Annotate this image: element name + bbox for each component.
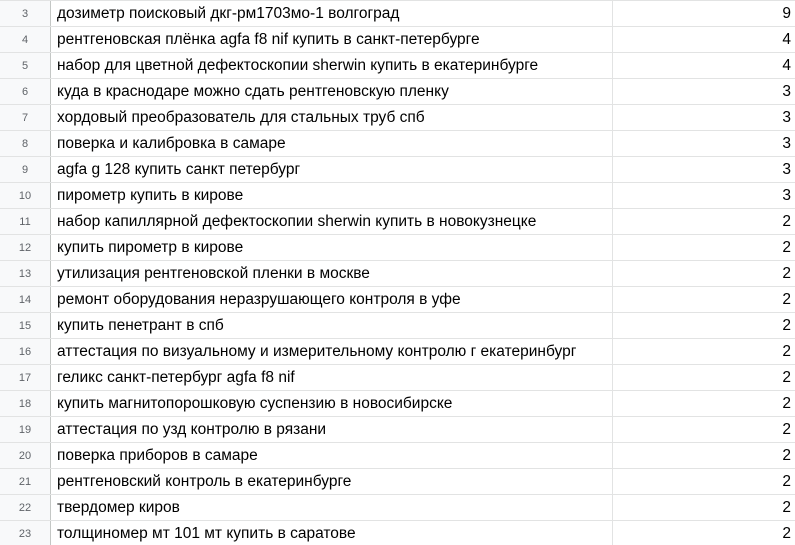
table-row (0, 157, 795, 183)
count-cell[interactable]: 2 (782, 524, 791, 542)
count-cell[interactable]: 2 (782, 264, 791, 282)
count-cell[interactable]: 2 (782, 394, 791, 412)
count-cell[interactable]: 2 (782, 316, 791, 334)
query-cell[interactable]: аттестация по узд контролю в рязани (51, 417, 613, 442)
query-cell[interactable]: купить магнитопорошковую суспензию в новосибирске (51, 391, 613, 416)
table-row (0, 495, 795, 521)
row-header[interactable]: 23 (0, 521, 51, 545)
query-cell[interactable]: поверка и калибровка в самаре (51, 131, 613, 156)
row-header[interactable]: 14 (0, 287, 51, 312)
table-row (0, 235, 795, 261)
table-row (0, 53, 795, 79)
count-cell[interactable]: 3 (782, 134, 791, 152)
row-header[interactable]: 16 (0, 339, 51, 364)
query-cell[interactable]: набор капиллярной дефектоскопии sherwin купить в новокузнецке (51, 209, 613, 234)
table-row (0, 365, 795, 391)
table-row (0, 209, 795, 235)
count-cell[interactable]: 9 (782, 4, 791, 22)
row-header[interactable]: 6 (0, 79, 51, 104)
query-cell[interactable]: дозиметр поисковый дкг-рм1703мо-1 волгоград (51, 1, 613, 26)
row-header[interactable]: 17 (0, 365, 51, 390)
count-cell[interactable]: 3 (782, 82, 791, 100)
count-cell[interactable]: 2 (782, 212, 791, 230)
count-cell[interactable]: 4 (782, 56, 791, 74)
table-row (0, 105, 795, 131)
count-cell[interactable]: 4 (782, 30, 791, 48)
table-row (0, 391, 795, 417)
table-row (0, 1, 795, 27)
count-cell[interactable]: 2 (782, 498, 791, 516)
table-row (0, 261, 795, 287)
query-cell[interactable]: аттестация по визуальному и измерительному контролю г екатеринбург (51, 339, 613, 364)
row-header[interactable]: 18 (0, 391, 51, 416)
query-cell[interactable]: хордовый преобразователь для стальных труб спб (51, 105, 613, 130)
count-cell[interactable]: 2 (782, 238, 791, 256)
row-header[interactable]: 8 (0, 131, 51, 156)
row-header[interactable]: 20 (0, 443, 51, 468)
query-cell[interactable]: ремонт оборудования неразрушающего контроля в уфе (51, 287, 613, 312)
count-cell[interactable]: 2 (782, 342, 791, 360)
table-row (0, 521, 795, 545)
table-row (0, 469, 795, 495)
query-cell[interactable]: набор для цветной дефектоскопии sherwin купить в екатеринбурге (51, 53, 613, 78)
table-row (0, 443, 795, 469)
query-cell[interactable]: геликс санкт-петербург agfa f8 nif (51, 365, 613, 390)
table-row (0, 131, 795, 157)
query-cell[interactable]: толщиномер мт 101 мт купить в саратове (51, 521, 613, 545)
query-cell[interactable]: куда в краснодаре можно сдать рентгеновскую пленку (51, 79, 613, 104)
count-cell[interactable]: 2 (782, 290, 791, 308)
count-cell[interactable]: 3 (782, 108, 791, 126)
row-header[interactable]: 7 (0, 105, 51, 130)
row-header[interactable]: 12 (0, 235, 51, 260)
table-row (0, 417, 795, 443)
row-header[interactable]: 9 (0, 157, 51, 182)
row-header[interactable]: 3 (0, 1, 51, 26)
count-cell[interactable]: 2 (782, 446, 791, 464)
query-cell[interactable]: agfa g 128 купить санкт петербург (51, 157, 613, 182)
row-header[interactable]: 10 (0, 183, 51, 208)
count-cell[interactable]: 3 (782, 160, 791, 178)
table-row (0, 79, 795, 105)
count-cell[interactable]: 3 (782, 186, 791, 204)
table-row (0, 183, 795, 209)
table-row (0, 27, 795, 53)
query-cell[interactable]: рентгеновский контроль в екатеринбурге (51, 469, 613, 494)
table-row (0, 339, 795, 365)
table-row (0, 287, 795, 313)
query-cell[interactable]: поверка приборов в самаре (51, 443, 613, 468)
query-cell[interactable]: твердомер киров (51, 495, 613, 520)
row-header[interactable]: 21 (0, 469, 51, 494)
query-cell[interactable]: рентгеновская плёнка agfa f8 nif купить в санкт-петербурге (51, 27, 613, 52)
query-cell[interactable]: пирометр купить в кирове (51, 183, 613, 208)
row-header[interactable]: 11 (0, 209, 51, 234)
count-cell[interactable]: 2 (782, 472, 791, 490)
row-header[interactable]: 13 (0, 261, 51, 286)
table-row (0, 313, 795, 339)
query-cell[interactable]: купить пирометр в кирове (51, 235, 613, 260)
row-header[interactable]: 22 (0, 495, 51, 520)
count-cell[interactable]: 2 (782, 368, 791, 386)
row-header[interactable]: 19 (0, 417, 51, 442)
query-cell[interactable]: утилизация рентгеновской пленки в москве (51, 261, 613, 286)
row-header[interactable]: 4 (0, 27, 51, 52)
row-header[interactable]: 5 (0, 53, 51, 78)
row-header[interactable]: 15 (0, 313, 51, 338)
query-cell[interactable]: купить пенетрант в спб (51, 313, 613, 338)
count-cell[interactable]: 2 (782, 420, 791, 438)
